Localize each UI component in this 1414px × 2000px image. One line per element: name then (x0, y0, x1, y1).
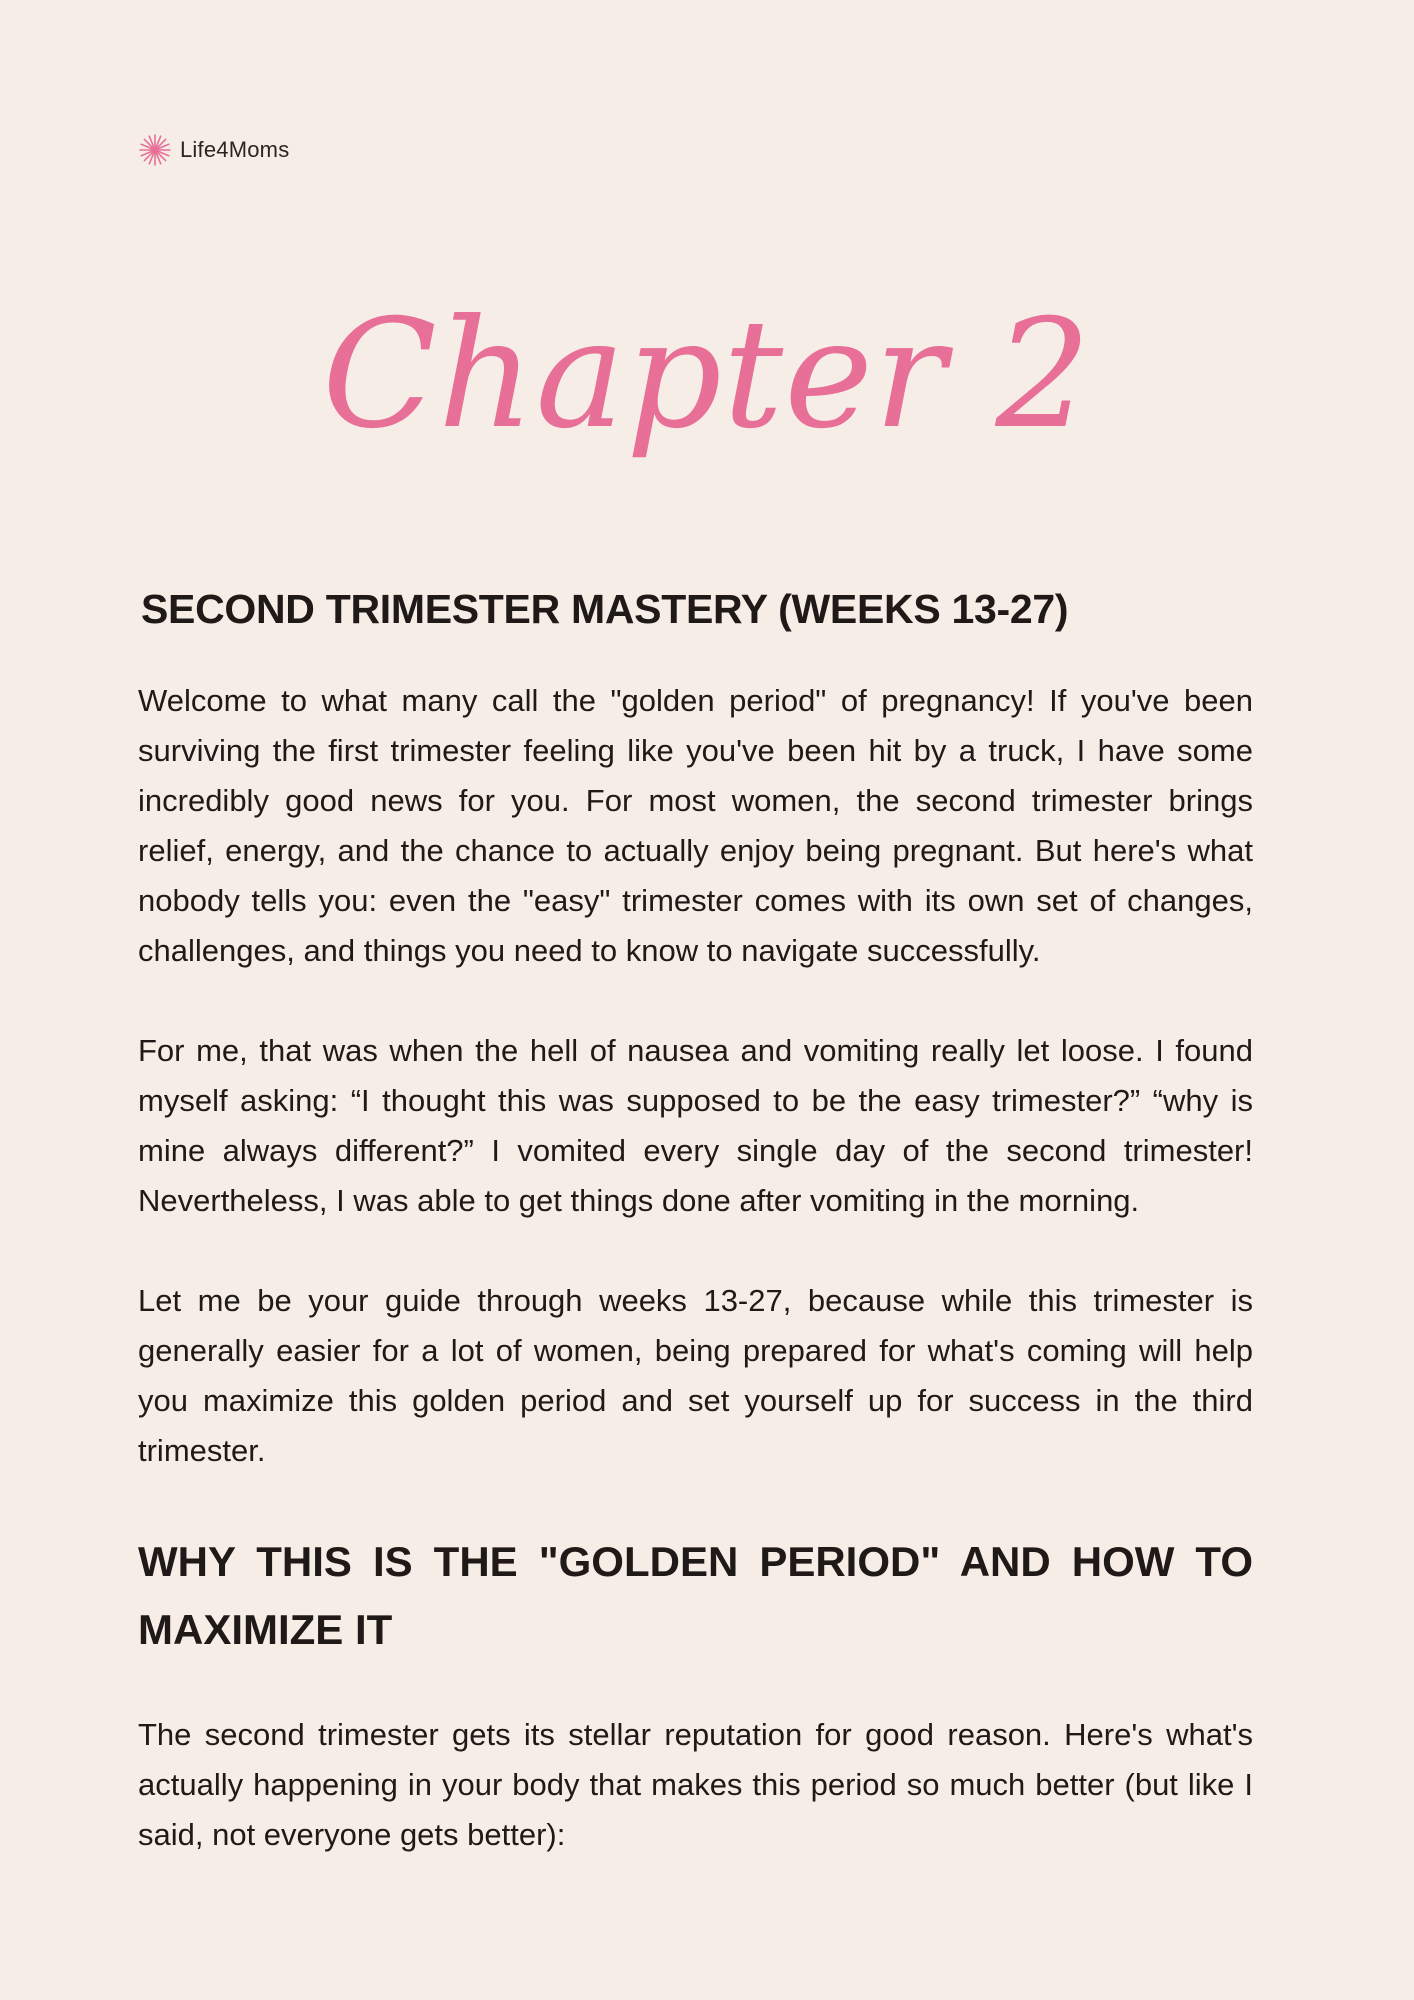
closing-paragraph: The second trimester gets its stellar reputation for good reason. Here's what's actually happening in your body that makes this period so much better (but like I said, not everyone gets better): (138, 1717, 1253, 1852)
brand-logo (138, 133, 289, 167)
guide-paragraph: Let me be your guide through weeks 13-27, because while this trimester is generally easier for a lot of women, being prepared for what's coming will help you maximize this golden period and set yourself up for success in the third trimester. (138, 1283, 1253, 1468)
subheading: WHY THIS IS THE "GOLDEN PERIOD" AND HOW TO MAXIMIZE IT (138, 1538, 1253, 1653)
brand-name: Life4Moms (180, 137, 290, 162)
intro-paragraph: Welcome to what many call the "golden period" of pregnancy! If you've been surviving the first trimester feeling like you've been hit by a truck, I have some incredibly good news for you. For most women, the second trimester brings relief, energy, and the chance to actually enjoy being pregnant. But here's what nobody tells you: even the "easy" trimester comes with its own set of changes, challenges, and things you need to know to navigate successfully. (138, 683, 1253, 968)
chapter-title: Chapter 2 (322, 288, 1092, 462)
section-title: SECOND TRIMESTER MASTERY (WEEKS 13-27) (141, 586, 1069, 632)
starburst-icon (138, 133, 172, 167)
personal-paragraph: For me, that was when the hell of nausea and vomiting really let loose. I found myself asking: “I thought this was supposed to be the easy trimester?” “why is mine always different?” I vomited every single day of the second trimester! Nevertheless, I was able to get things done after vomiting in the morning. (138, 1033, 1253, 1218)
